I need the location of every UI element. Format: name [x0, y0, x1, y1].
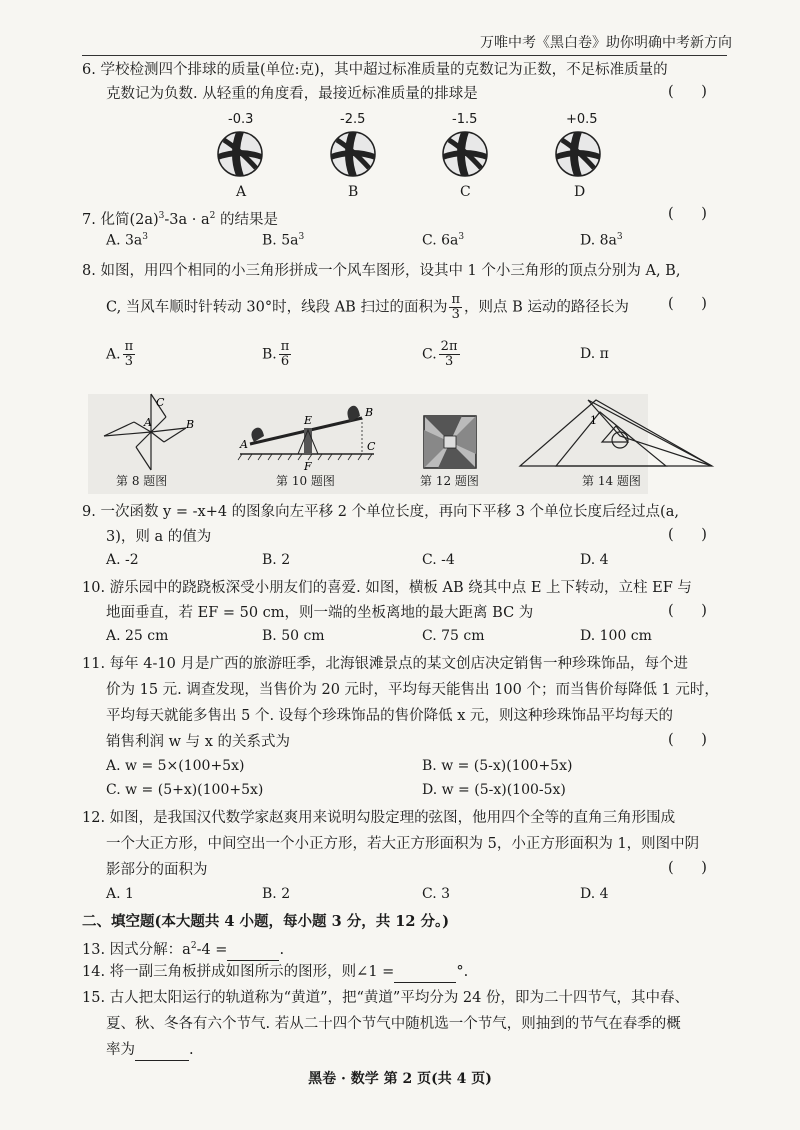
q11-line2: 价为 15 元. 调查发现，当售价为 20 元时，平均每天能售出 100 个；而当售价每降低 1 元时，	[106, 682, 719, 698]
q8-option-b[interactable]: B. $\frac{\pi}{6}$	[262, 339, 290, 369]
q7-answer-paren[interactable]: ( )	[668, 206, 707, 222]
q12-option-d[interactable]: D. 4	[580, 886, 609, 902]
fig8-label-c: C	[156, 396, 165, 409]
q7-stem: 7. 化简$(2a)^3-3a \cdot a^2$ 的结果是	[82, 211, 278, 228]
q11-line3: 平均每天就能多售出 5 个. 设每个珍珠饰品的售价降低 x 元，则这种珍珠饰品平均每天的	[106, 708, 674, 724]
header-rule	[82, 55, 727, 56]
q15-line1: 15. 古人把太阳运行的轨道称为“黄道”，把“黄道”平均分为 24 份，即为二十四节气，其中春、	[82, 990, 689, 1006]
q8-line1: 8. 如图，用四个相同的小三角形拼成一个风车图形，设其中 1 个小三角形的顶点分别为 A, B,	[82, 263, 681, 279]
fig10-label-c: C	[367, 440, 376, 453]
q9-answer-paren[interactable]: ( )	[668, 527, 707, 543]
q13-stem: 13. 因式分解：$a^2-4$ = .	[82, 936, 284, 961]
q11-option-d[interactable]: D. w = (5-x)(100-5x)	[422, 782, 566, 798]
q8-option-d[interactable]: D. π	[580, 346, 609, 362]
fig10-label-a: A	[240, 438, 248, 451]
q9-option-a[interactable]: A. -2	[106, 552, 139, 568]
q14-stem: 14. 将一副三角板拼成如图所示的图形，则∠1 = °.	[82, 962, 468, 983]
q10-option-d[interactable]: D. 100 cm	[580, 628, 652, 644]
q12-option-c[interactable]: C. 3	[422, 886, 451, 902]
q14-answer-blank[interactable]	[394, 962, 456, 983]
q10-line2: 地面垂直，若 EF = 50 cm，则一端的坐板离地的最大距离 BC 为	[106, 605, 534, 621]
volleyball-icon	[443, 132, 487, 176]
volleyball-icon	[556, 132, 600, 176]
q6-ball-d-value: +0.5	[566, 112, 598, 127]
q11-line4: 销售利润 w 与 x 的关系式为	[106, 734, 291, 750]
q15-line2: 夏、秋、冬各有六个节气. 若从二十四个节气中随机选一个节气，则抽到的节气在春季的概	[106, 1016, 681, 1032]
fig8-label-a: A	[144, 416, 152, 429]
q11-option-b[interactable]: B. w = (5-x)(100+5x)	[422, 758, 573, 774]
q6-option-d[interactable]: D	[574, 184, 586, 200]
q11-option-c[interactable]: C. w = (5+x)(100+5x)	[106, 782, 264, 798]
q8-option-a[interactable]: A. $\frac{\pi}{3}$	[106, 339, 134, 369]
q12-line3: 影部分的面积为	[106, 862, 208, 878]
q6-option-c[interactable]: C	[460, 184, 471, 200]
fig8-caption: 第 8 题图	[116, 474, 168, 488]
fig10-label-f: F	[304, 460, 312, 472]
q12-option-b[interactable]: B. 2	[262, 886, 291, 902]
q13-answer-blank[interactable]	[227, 940, 279, 961]
q6-line1: 6. 学校检测四个排球的质量(单位:克)，其中超过标准质量的克数记为正数，不足标准质量的	[82, 62, 668, 78]
q11-option-a[interactable]: A. w = 5×(100+5x)	[106, 758, 245, 774]
q15-line3: 率为 .	[106, 1040, 194, 1061]
fig12-zhao-shuang-diagram	[422, 414, 478, 470]
q6-option-a[interactable]: A	[236, 184, 247, 200]
section-fill-in-title: 二、填空题(本大题共 4 小题，每小题 3 分，共 12 分。)	[82, 913, 450, 930]
q8-option-c[interactable]: C. $\frac{2\pi}{3}$	[422, 339, 458, 369]
fig14-angle-1: 1	[590, 414, 597, 427]
volleyball-icon	[218, 132, 262, 176]
q10-line1: 10. 游乐园中的跷跷板深受小朋友们的喜爱. 如图，横板 AB 绕其中点 E 上下转动，立柱 EF 与	[82, 580, 692, 596]
q6-option-b[interactable]: B	[348, 184, 359, 200]
running-header: 万唯中考《黑白卷》助你明确中考新方向	[480, 35, 732, 51]
q10-option-c[interactable]: C. 75 cm	[422, 628, 485, 644]
q7-option-c[interactable]: C. $6a^3$	[422, 232, 465, 249]
q9-line1: 9. 一次函数 y = -x+4 的图象向左平移 2 个单位长度，再向下平移 3 个单位长度后经过点(a,	[82, 504, 679, 520]
fig8-pinwheel	[96, 392, 206, 472]
q8-line2: C, 当风车顺时针转动 30°时，线段 AB 扫过的面积为 $\frac{\pi}{3}$ ，则点 B 运动的路径长为	[106, 292, 629, 322]
q6-ball-c-value: -1.5	[452, 112, 478, 127]
q12-answer-paren[interactable]: ( )	[668, 860, 707, 876]
q12-line1: 12. 如图，是我国汉代数学家赵爽用来说明勾股定理的弦图，他用四个全等的直角三角形围成	[82, 810, 676, 826]
q10-option-a[interactable]: A. 25 cm	[106, 628, 169, 644]
q6-line2: 克数记为负数. 从轻重的角度看，最接近标准质量的排球是	[106, 86, 478, 102]
q8-area-fraction: $\frac{\pi}{3}$	[451, 292, 460, 322]
fig10-caption: 第 10 题图	[276, 474, 335, 488]
q11-line1: 11. 每年 4-10 月是广西的旅游旺季，北海银滩景点的某文创店决定销售一种珍珠饰品，每个进	[82, 656, 688, 672]
q8-answer-paren[interactable]: ( )	[668, 296, 707, 312]
q9-option-b[interactable]: B. 2	[262, 552, 291, 568]
q6-ball-b-value: -2.5	[340, 112, 366, 127]
q11-answer-paren[interactable]: ( )	[668, 732, 707, 748]
fig10-label-e: E	[304, 414, 313, 427]
q10-answer-paren[interactable]: ( )	[668, 603, 707, 619]
volleyball-icon	[331, 132, 375, 176]
fig10-label-b: B	[365, 406, 374, 419]
q6-volleyballs	[210, 130, 610, 182]
q9-line2: 3)，则 a 的值为	[106, 529, 212, 545]
q9-option-c[interactable]: C. -4	[422, 552, 455, 568]
fig14-caption: 第 14 题图	[582, 474, 641, 488]
q7-option-b[interactable]: B. $5a^3$	[262, 232, 305, 249]
fig10-seesaw	[232, 396, 382, 472]
q12-line2: 一个大正方形，中间空出一个小正方形，若大正方形面积为 5，小正方形面积为 1，则图中阴	[106, 836, 700, 852]
fig8-label-b: B	[186, 418, 195, 431]
q6-ball-a-value: -0.3	[228, 112, 254, 127]
q7-option-d[interactable]: D. $8a^3$	[580, 232, 623, 249]
fig12-caption: 第 12 题图	[420, 474, 479, 488]
q15-answer-blank[interactable]	[135, 1040, 189, 1061]
q12-option-a[interactable]: A. 1	[106, 886, 134, 902]
fig14-triangle-rulers	[516, 396, 716, 472]
q9-option-d[interactable]: D. 4	[580, 552, 609, 568]
q6-answer-paren[interactable]: ( )	[668, 84, 707, 100]
page-footer: 黑卷 · 数学 第 2 页(共 4 页)	[308, 1071, 492, 1087]
q7-option-a[interactable]: A. $3a^3$	[106, 232, 148, 249]
q10-option-b[interactable]: B. 50 cm	[262, 628, 325, 644]
